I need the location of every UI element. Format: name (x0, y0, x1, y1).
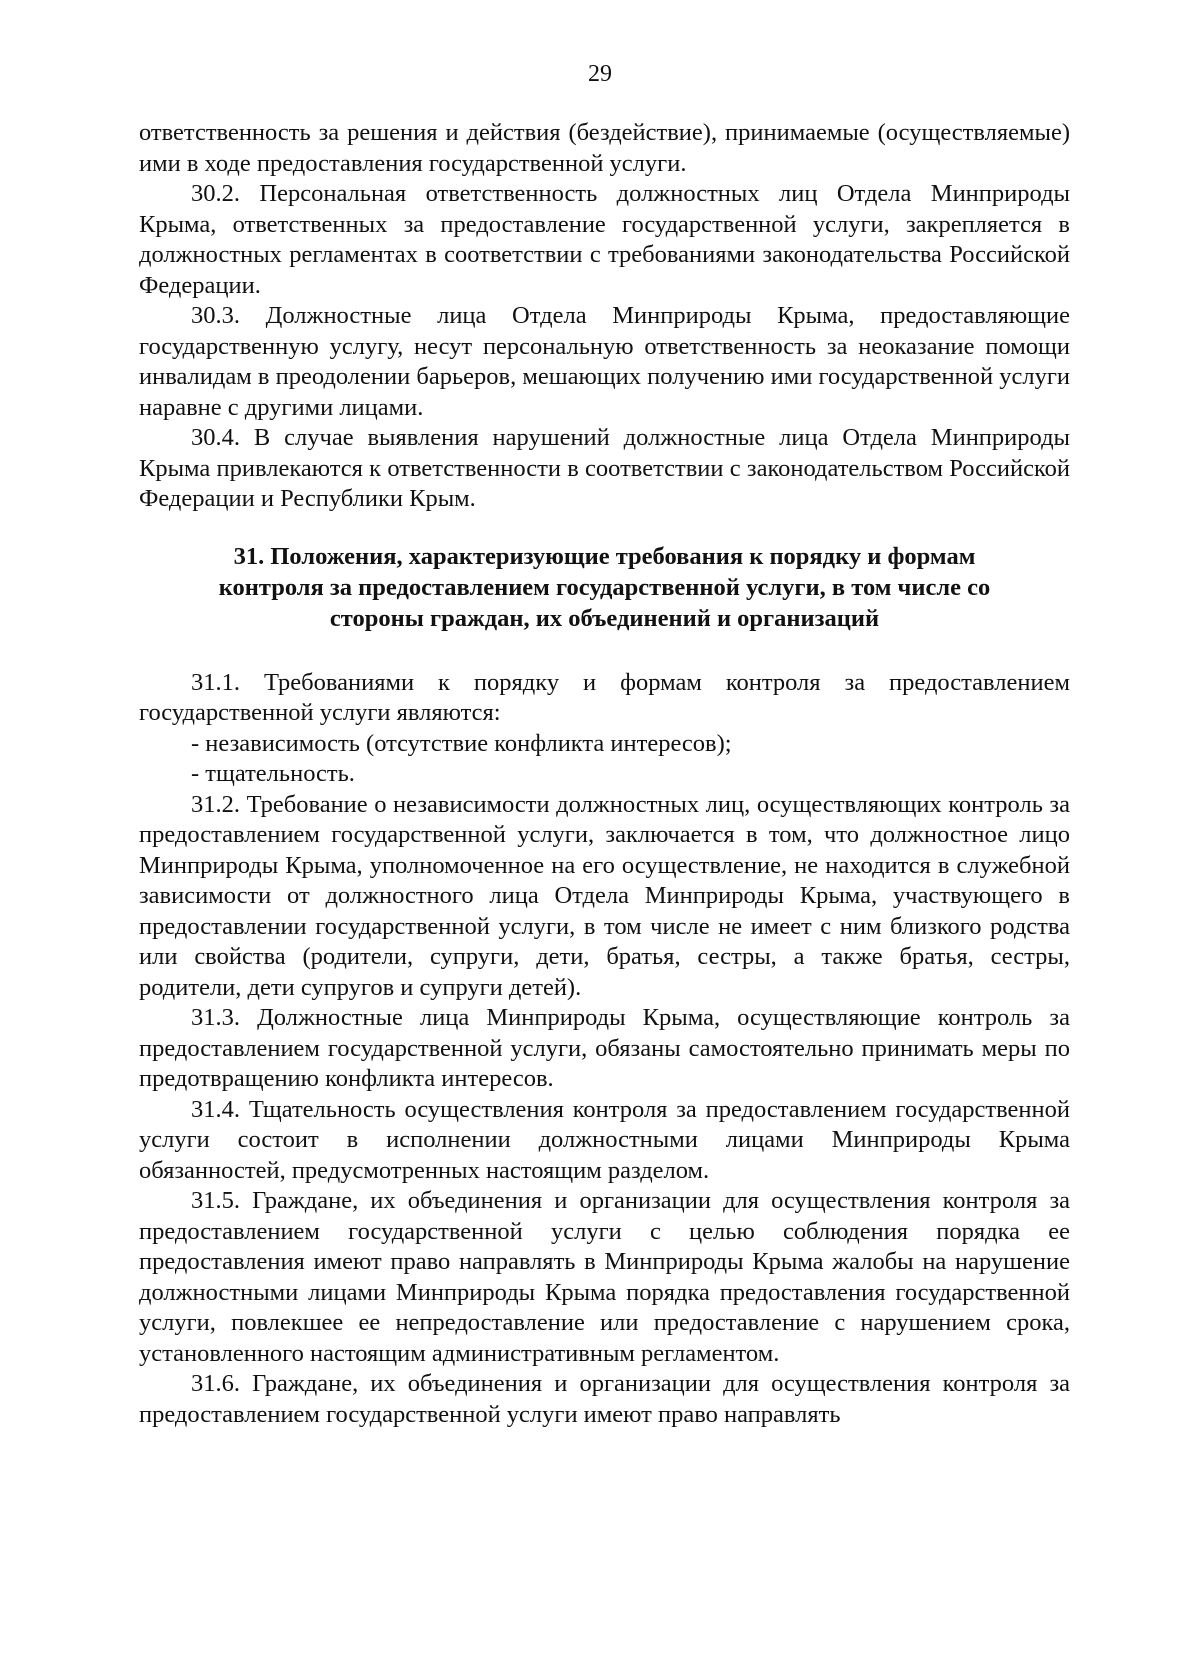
paragraph-continuation: ответственность за решения и действия (бездействие), принимаемые (осуществляемые) ими в ходе предоставления государственной услуги. (139, 119, 1070, 177)
paragraph-31-4: 31.4. Тщательность осуществления контроля за предоставлением государственной услуги состоит в исполнении должностными лицами Минприроды Крыма обязанностей, предусмотренных настоящим разделом. (139, 1095, 1070, 1184)
list-item-independence: - независимость (отсутствие конфликта интересов); (191, 729, 732, 757)
list-item-thoroughness: - тщательность. (191, 760, 355, 787)
paragraph-30-2: 30.2. Персональная ответственность должностных лиц Отдела Минприроды Крыма, ответственных за предоставление государственной услуги, закрепляется в должностных регламентах в соответствии с требованиями законодательства Российской Федерации. (139, 180, 1070, 299)
paragraph-31-6: 31.6. Граждане, их объединения и организации для осуществления контроля за предоставлением государственной услуги имеют право направлять (139, 1370, 1070, 1428)
paragraph-31-2: 31.2. Требование о независимости должностных лиц, осуществляющих контроль за предоставлением государственной услуги, заключается в том, что должностное лицо Минприроды Крыма, уполномоченное на его осуществление, не находится в служебной зависимости от должностного лица Отдела Минприроды Крыма, участвующего в предоставлении государственной услуги, в том числе не имеет с ним близкого родства или свойства (родители, супруги, дети, братья, сестры, а также братья, сестры, родители, дети супругов и супруги детей). (139, 790, 1070, 1001)
paragraph-30-3: 30.3. Должностные лица Отдела Минприроды Крыма, предоставляющие государственную услугу, несут персональную ответственность за неоказание помощи инвалидам в преодолении барьеров, мешающих получению ими государственной услуги наравне с другими лицами. (139, 302, 1070, 421)
paragraph-30-4: 30.4. В случае выявления нарушений должностные лица Отдела Минприроды Крыма привлекаются к ответственности в соответствии с законодательством Российской Федерации и Республики Крым. (139, 424, 1070, 512)
heading-line-1: 31. Положения, характеризующие требования к порядку и формам (233, 542, 976, 570)
document-body (139, 118, 1070, 1430)
paragraph-31-3: 31.3. Должностные лица Минприроды Крыма, осуществляющие контроль за предоставлением государственной услуги, обязаны самостоятельно принимать меры по предотвращению конфликта интересов. (139, 1004, 1070, 1092)
heading-line-3: стороны граждан, их объединений и организаций (329, 604, 880, 632)
heading-line-2: контроля за предоставлением государственной услуги, в том числе со (218, 573, 991, 601)
paragraph-31-1: 31.1. Требованиями к порядку и формам контроля за предоставлением государственной услуги являются: (139, 668, 1070, 726)
paragraph-31-5: 31.5. Граждане, их объединения и организации для осуществления контроля за предоставлением государственной услуги с целью соблюдения порядка ее предоставления имеют право направлять в Минприроды Крыма жалобы на нарушение должностными лицами Минприроды Крыма порядка предоставления государственной услуги, повлекшее ее непредоставление или предоставление с нарушением срока, установленного настоящим административным регламентом. (139, 1187, 1070, 1367)
section-31-heading (139, 541, 1070, 634)
page-number: 29 (588, 61, 612, 87)
